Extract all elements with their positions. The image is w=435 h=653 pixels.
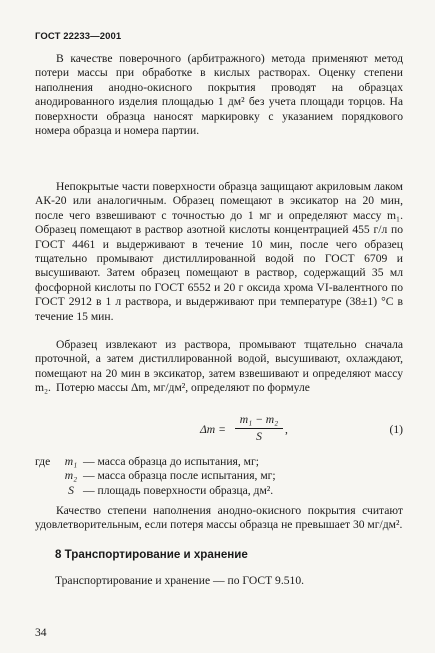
- paragraph-formula-intro: [35, 381, 403, 395]
- legend-description: — масса образца после испытания, мг;: [83, 469, 276, 483]
- legend-row: [35, 484, 403, 498]
- section-text: Транспортирование и хранение — по ГОСТ 9.510.: [55, 574, 305, 587]
- paragraph-text: Непокрытые части поверхности образца защищают акриловым лаком АК-20 или аналогичным. Образец помещают в эксикатор на 20 мин, после чего взвешивают с точностью до 1 мг и определяют массу m₁. Образец помещают в раствор азотной кислоты концентрацией 455 г/л по ГОСТ 4461 и выдерживают в течение 10 мин, после чего образец тщательно промывают дистиллированной водой по ГОСТ 6709 и высушивают. Затем образец помещают в раствор, содержащий 35 мл фосфорной кислоты по ГОСТ 6552 и 20 г оксида хрома VI-валентного по ГОСТ 2912 в 1 л раствора, и выдерживают при температуре (38±1) °С в течение 15 мин.: [35, 180, 403, 323]
- legend-description: — площадь поверхности образца, дм².: [83, 483, 274, 497]
- formula-comma: ,: [285, 423, 288, 436]
- legend-symbol: m₂: [64, 469, 78, 483]
- paragraph-arbitration-method: [35, 52, 403, 138]
- formula-numerator: m₁ − m₂: [239, 413, 279, 426]
- page-number: 34: [35, 626, 47, 639]
- formula-fraction: [233, 413, 285, 444]
- paragraph-text: В качестве поверочного (арбитражного) метода применяют метод потери массы при обработке в кислых растворах. Оценку степени наполнения анодно-окисного покрытия проводят на образцах анодированного изделия площадью 1 дм² без учета площади торцов. На поверхности образца наносят маркировку с указанием порядкового номера образца и номера партии.: [35, 52, 403, 138]
- paragraph-text: Потерю массы Δm, мг/дм², определяют по формуле: [56, 381, 310, 394]
- section-heading: 8 Транспортирование и хранение: [55, 548, 248, 561]
- legend-row: [35, 469, 403, 483]
- formula-legend: [35, 455, 403, 498]
- mass-loss-formula: [200, 413, 403, 447]
- legend-lead: где: [35, 455, 51, 468]
- paragraph-sample-preparation: [35, 180, 403, 324]
- formula-lhs: Δm =: [200, 423, 226, 436]
- fraction-bar: [235, 428, 283, 429]
- legend-symbol: S: [68, 483, 74, 497]
- paragraph-text: Качество степени наполнения анодно-окисного покрытия считают удовлетворительным, если потеря массы образца не превышает 30 мг/дм².: [35, 504, 403, 532]
- legend-description: — масса образца до испытания, мг;: [83, 455, 259, 468]
- legend-row: [35, 455, 403, 469]
- document-header: ГОСТ 22233—2001: [35, 31, 122, 42]
- legend-symbol: m₁: [64, 455, 78, 468]
- paragraph-text: Образец извлекают из раствора, промывают тщательно сначала проточной, а затем дистиллированной водой, высушивают, охлаждают, помещают на 20 мин в эксикатор, затем взвешивают и определяют массу m₂.: [35, 338, 403, 395]
- formula-denominator: S: [256, 430, 262, 443]
- paragraph-acceptance-criterion: [35, 504, 403, 533]
- formula-number: (1): [389, 423, 403, 436]
